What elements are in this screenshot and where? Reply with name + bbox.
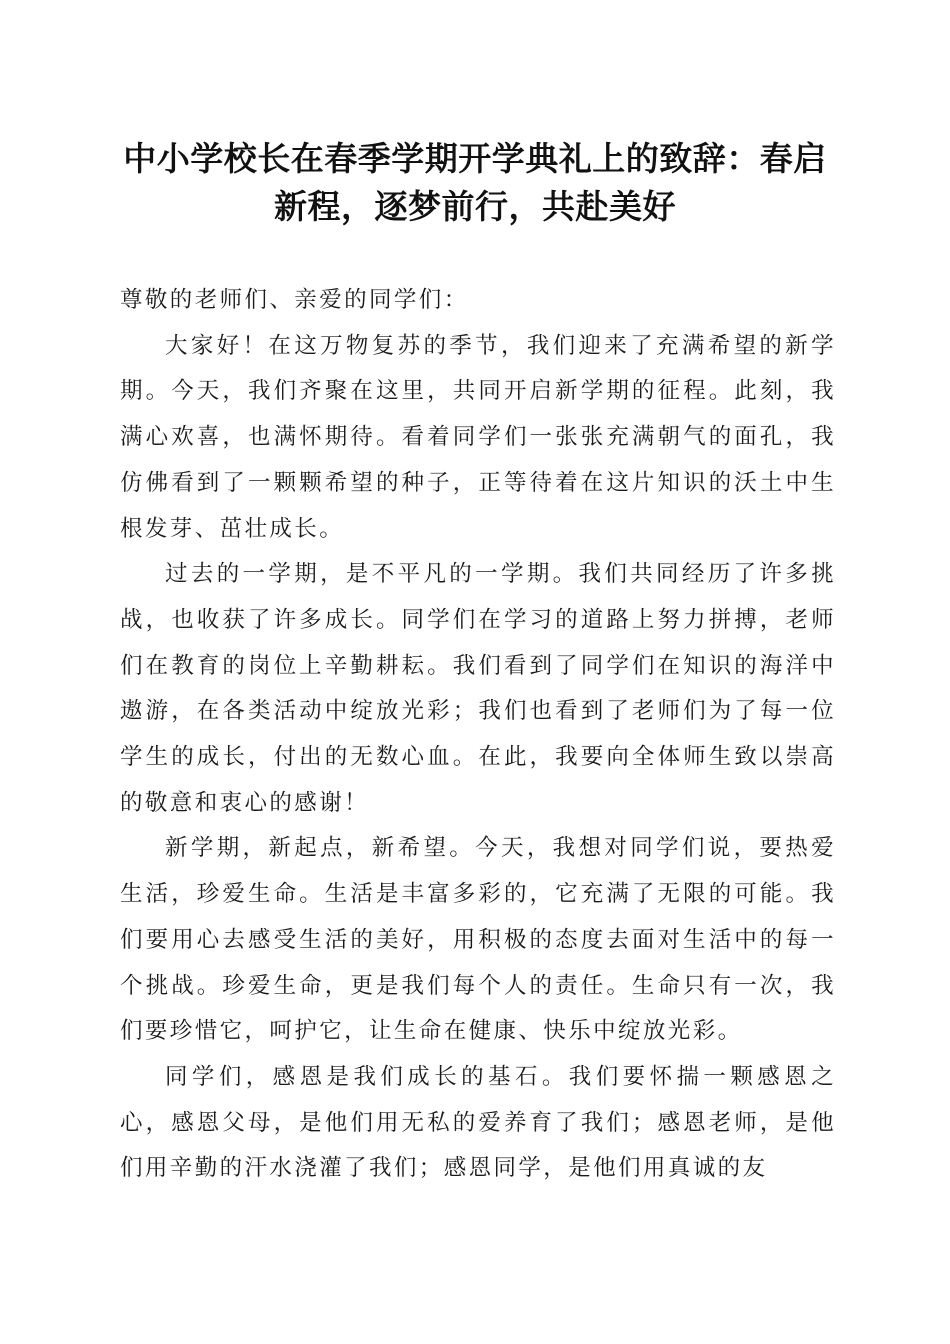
paragraph-2: 过去的一学期，是不平凡的一学期。我们共同经历了许多挑战，也收获了许多成长。同学们在学习的道路上努力拼搏，老师们在教育的岗位上辛勤耕耘。我们看到了同学们在知识的海洋中遨游，在各类活动中绽放光彩；我们也看到了老师们为了每一位学生的成长，付出的无数心血。在此，我要向全体师生致以崇高的敬意和衷心的感谢！ <box>120 561 836 816</box>
paragraph-3: 新学期，新起点，新希望。今天，我想对同学们说，要热爱生活，珍爱生命。生活是丰富多彩的，它充满了无限的可能。我们要用心去感受生活的美好，用积极的态度去面对生活中的每一个挑战。珍爱生命，更是我们每个人的责任。生命只有一次，我们要珍惜它，呵护它，让生命在健康、快乐中绽放光彩。 <box>120 835 836 1045</box>
document-title: 中小学校长在春季学期开学典礼上的致辞：春启新程，逐梦前行，共赴美好 <box>123 139 827 226</box>
paragraph-4: 同学们，感恩是我们成长的基石。我们要怀揣一颗感恩之心，感恩父母，是他们用无私的爱养育了我们；感恩老师，是他们用辛勤的汗水浇灌了我们；感恩同学，是他们用真诚的友 <box>120 1063 836 1182</box>
paragraph-1: 大家好！在这万物复苏的季节，我们迎来了充满希望的新学期。今天，我们齐聚在这里，共同开启新学期的征程。此刻，我满心欢喜，也满怀期待。看着同学们一张张充满朝气的面孔，我仿佛看到了一颗颗希望的种子，正等待着在这片知识的沃土中生根发芽、茁壮成长。 <box>120 332 836 542</box>
document-body <box>120 278 836 1192</box>
salutation: 尊敬的老师们、亲爱的同学们： <box>120 287 469 313</box>
